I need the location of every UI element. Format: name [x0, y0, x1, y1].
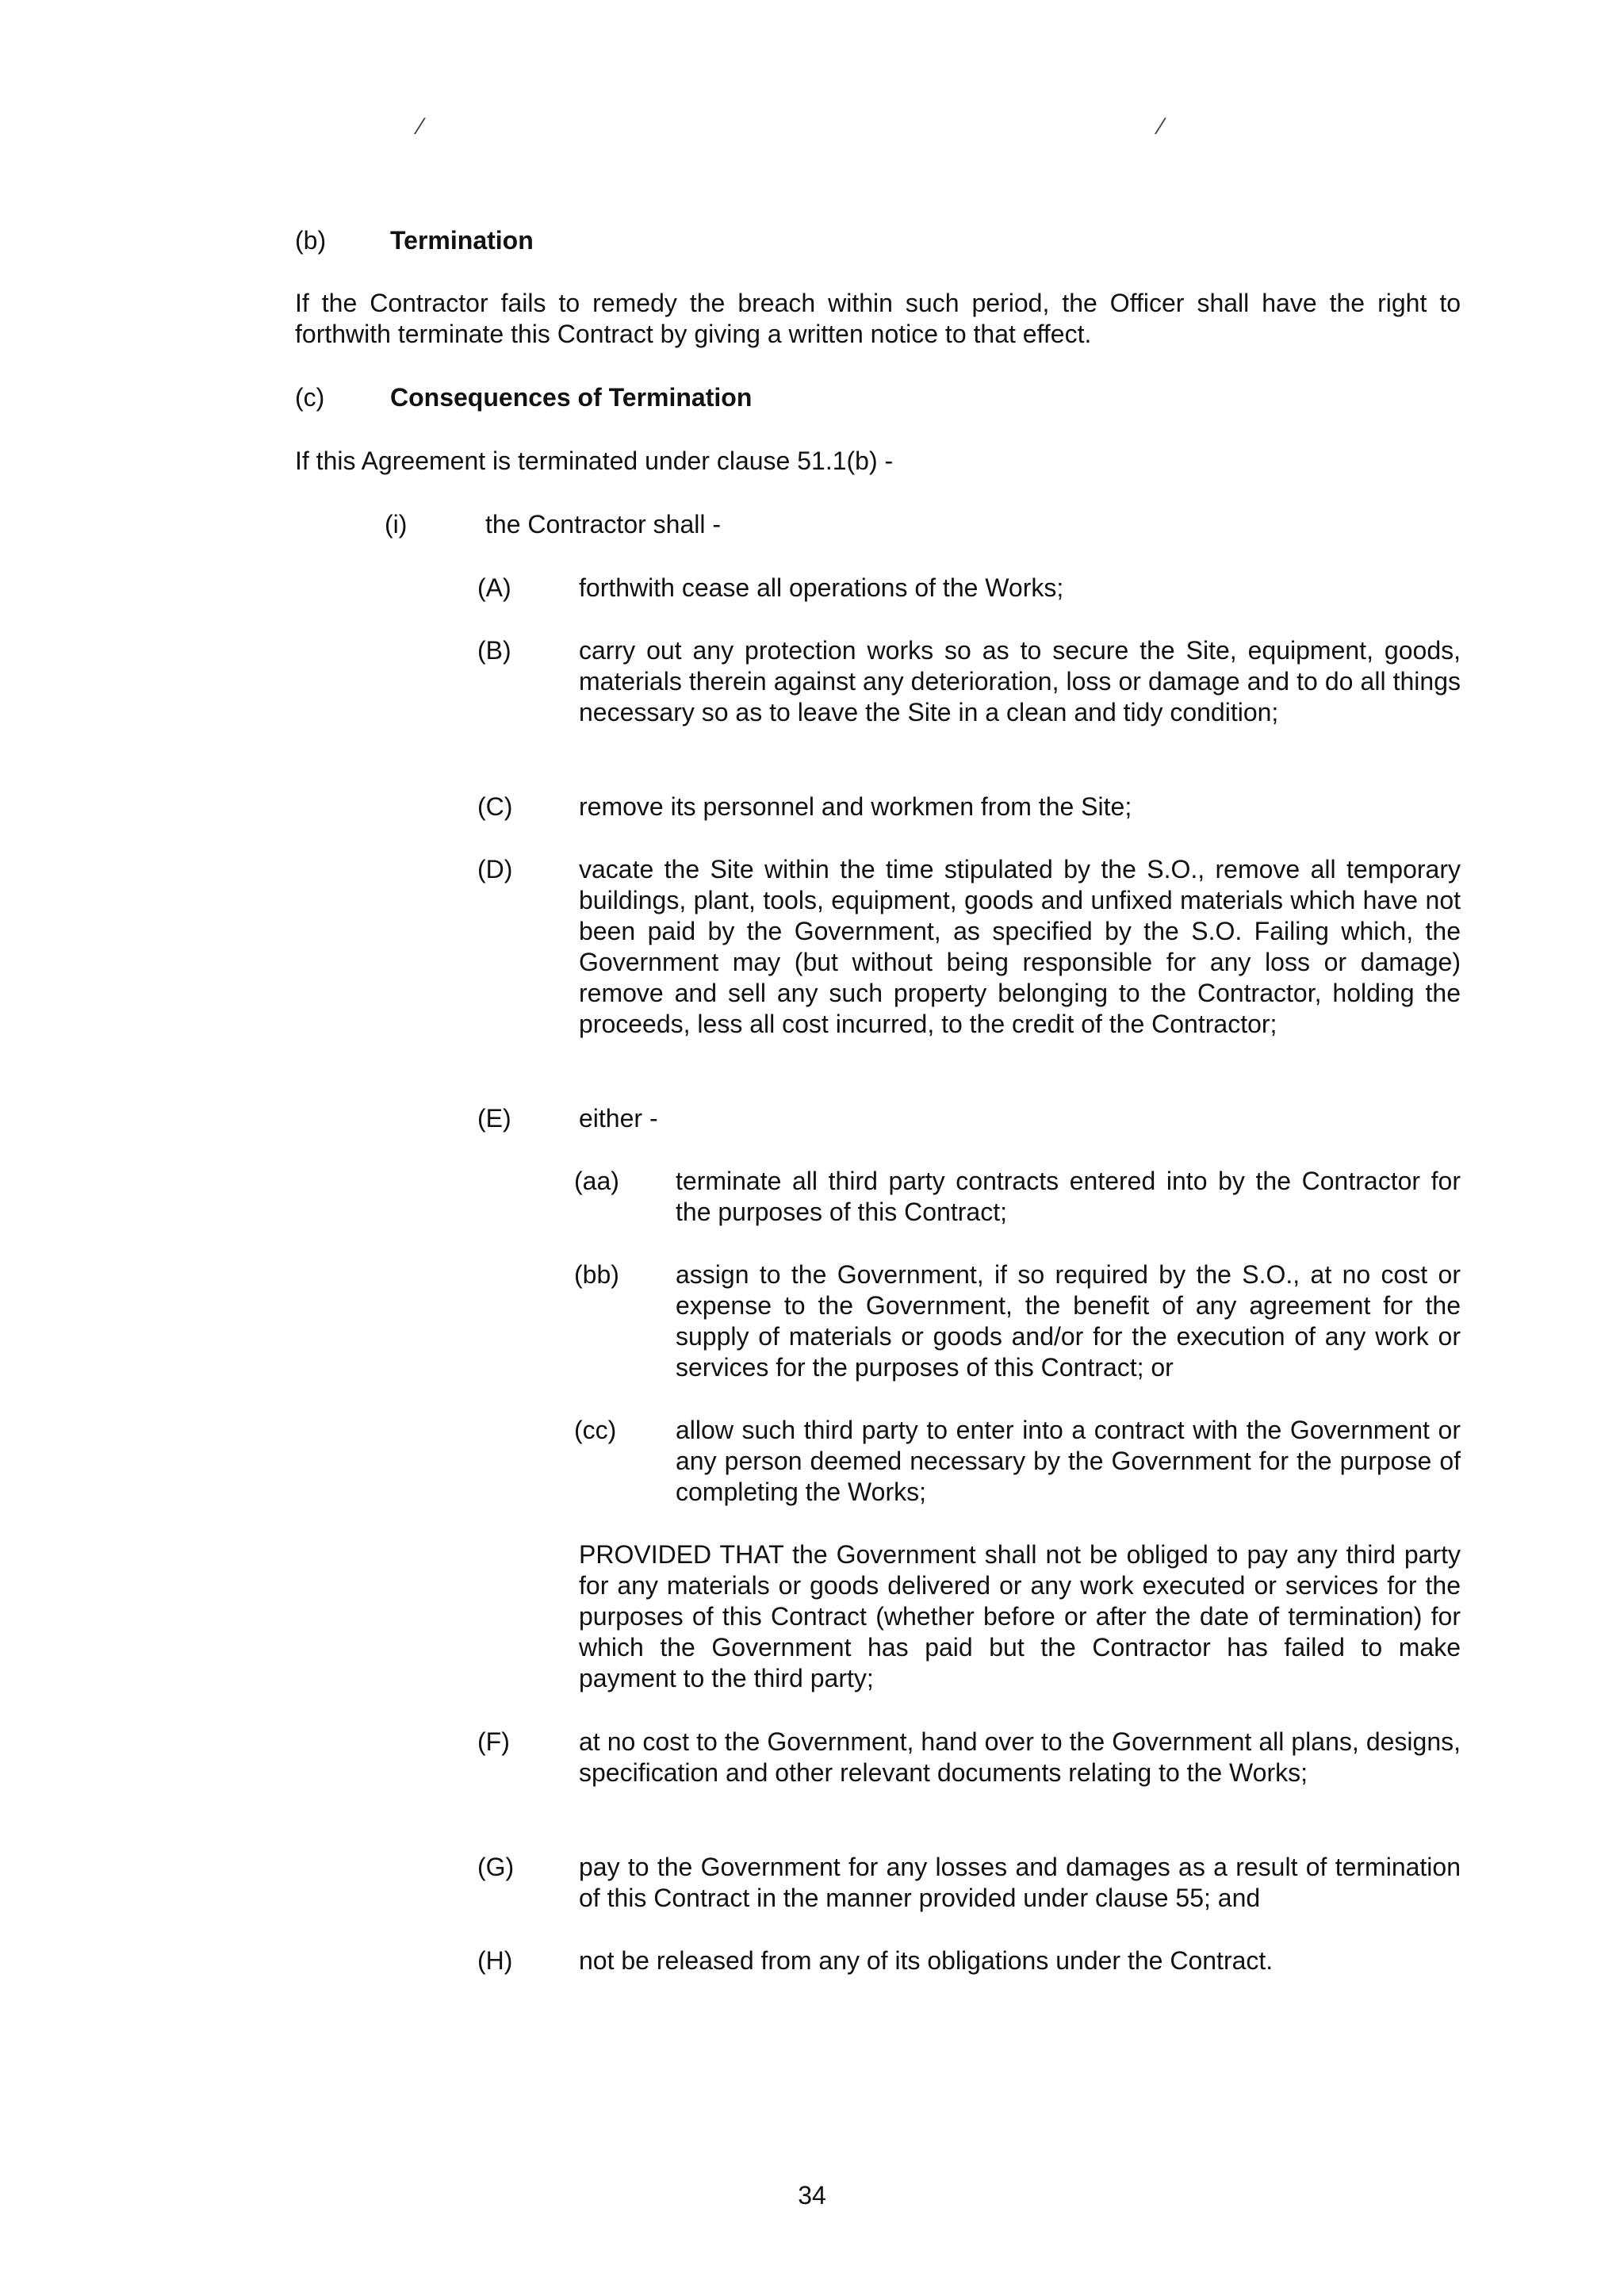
scan-mark-right: ⁄	[1159, 113, 1164, 140]
item-D-text: vacate the Site within the time stipulated by the S.O., remove all temporary buildings, plant, tools, equipment, goods and unfixed materials which have not been paid by the Government, as specified by the S.O. Failing which, the Government may (but without being responsible for any loss or damage) remove and sell any such property belonging to the Contractor, holding the proceeds, less all cost incurred, to the credit of the Contractor;	[579, 855, 1461, 1038]
subitem-aa-text: terminate all third party contracts entered into by the Contractor for the purposes of this Contract;	[676, 1167, 1461, 1226]
item-i-label: (i)	[385, 510, 408, 539]
item-E-text: either -	[579, 1104, 658, 1133]
item-C-text: remove its personnel and workmen from the Site;	[579, 792, 1132, 821]
section-c-label: (c)	[295, 383, 325, 412]
item-A-label: (A)	[477, 573, 511, 602]
section-b-label: (b)	[295, 226, 327, 255]
item-H-label: (H)	[477, 1946, 513, 1975]
subitem-cc-label: (cc)	[574, 1416, 617, 1444]
item-F-label: (F)	[477, 1727, 510, 1756]
item-B-text: carry out any protection works so as to secure the Site, equipment, goods, materials therein against any deterioration, loss or damage and to do all things necessary so as to leave the Site in a clean and tidy condition;	[579, 636, 1461, 726]
item-F-text: at no cost to the Government, hand over to the Government all plans, designs, specification and other relevant documents relating to the Works;	[579, 1727, 1461, 1787]
proviso-paragraph: PROVIDED THAT the Government shall not be obliged to pay any third party for any materials or goods delivered or any work executed or services for the purposes of this Contract (whether before or after the date of termination) for which the Government has paid but the Contractor has failed to make payment to the third party;	[579, 1540, 1461, 1692]
section-c-heading: Consequences of Termination	[390, 383, 753, 412]
item-B-label: (B)	[477, 636, 511, 665]
section-c-intro: If this Agreement is terminated under clause 51.1(b) -	[295, 447, 894, 475]
subitem-cc-text: allow such third party to enter into a contract with the Government or any person deemed necessary by the Government for the purpose of completing the Works;	[676, 1416, 1461, 1506]
item-i-text: the Contractor shall -	[485, 510, 722, 539]
scan-mark-left: ⁄	[419, 113, 423, 140]
page-number: 34	[798, 2181, 826, 2210]
subitem-aa-label: (aa)	[574, 1167, 619, 1195]
item-C-label: (C)	[477, 792, 513, 821]
item-G-text: pay to the Government for any losses and damages as a result of termination of this Contract in the manner provided under clause 55; and	[579, 1853, 1461, 1912]
item-E-label: (E)	[477, 1104, 511, 1133]
section-b-paragraph: If the Contractor fails to remedy the breach within such period, the Officer shall have the right to forthwith terminate this Contract by giving a written notice to that effect.	[295, 289, 1461, 348]
subitem-bb-label: (bb)	[574, 1260, 619, 1289]
section-b-heading: Termination	[390, 226, 534, 255]
item-D-label: (D)	[477, 855, 513, 884]
subitem-bb-text: assign to the Government, if so required by the S.O., at no cost or expense to the Government, the benefit of any agreement for the supply of materials or goods and/or for the execution of any work or services for the purposes of this Contract; or	[676, 1260, 1461, 1382]
item-G-label: (G)	[477, 1853, 515, 1881]
item-H-text: not be released from any of its obligations under the Contract.	[579, 1946, 1274, 1975]
item-A-text: forthwith cease all operations of the Works;	[579, 573, 1064, 602]
